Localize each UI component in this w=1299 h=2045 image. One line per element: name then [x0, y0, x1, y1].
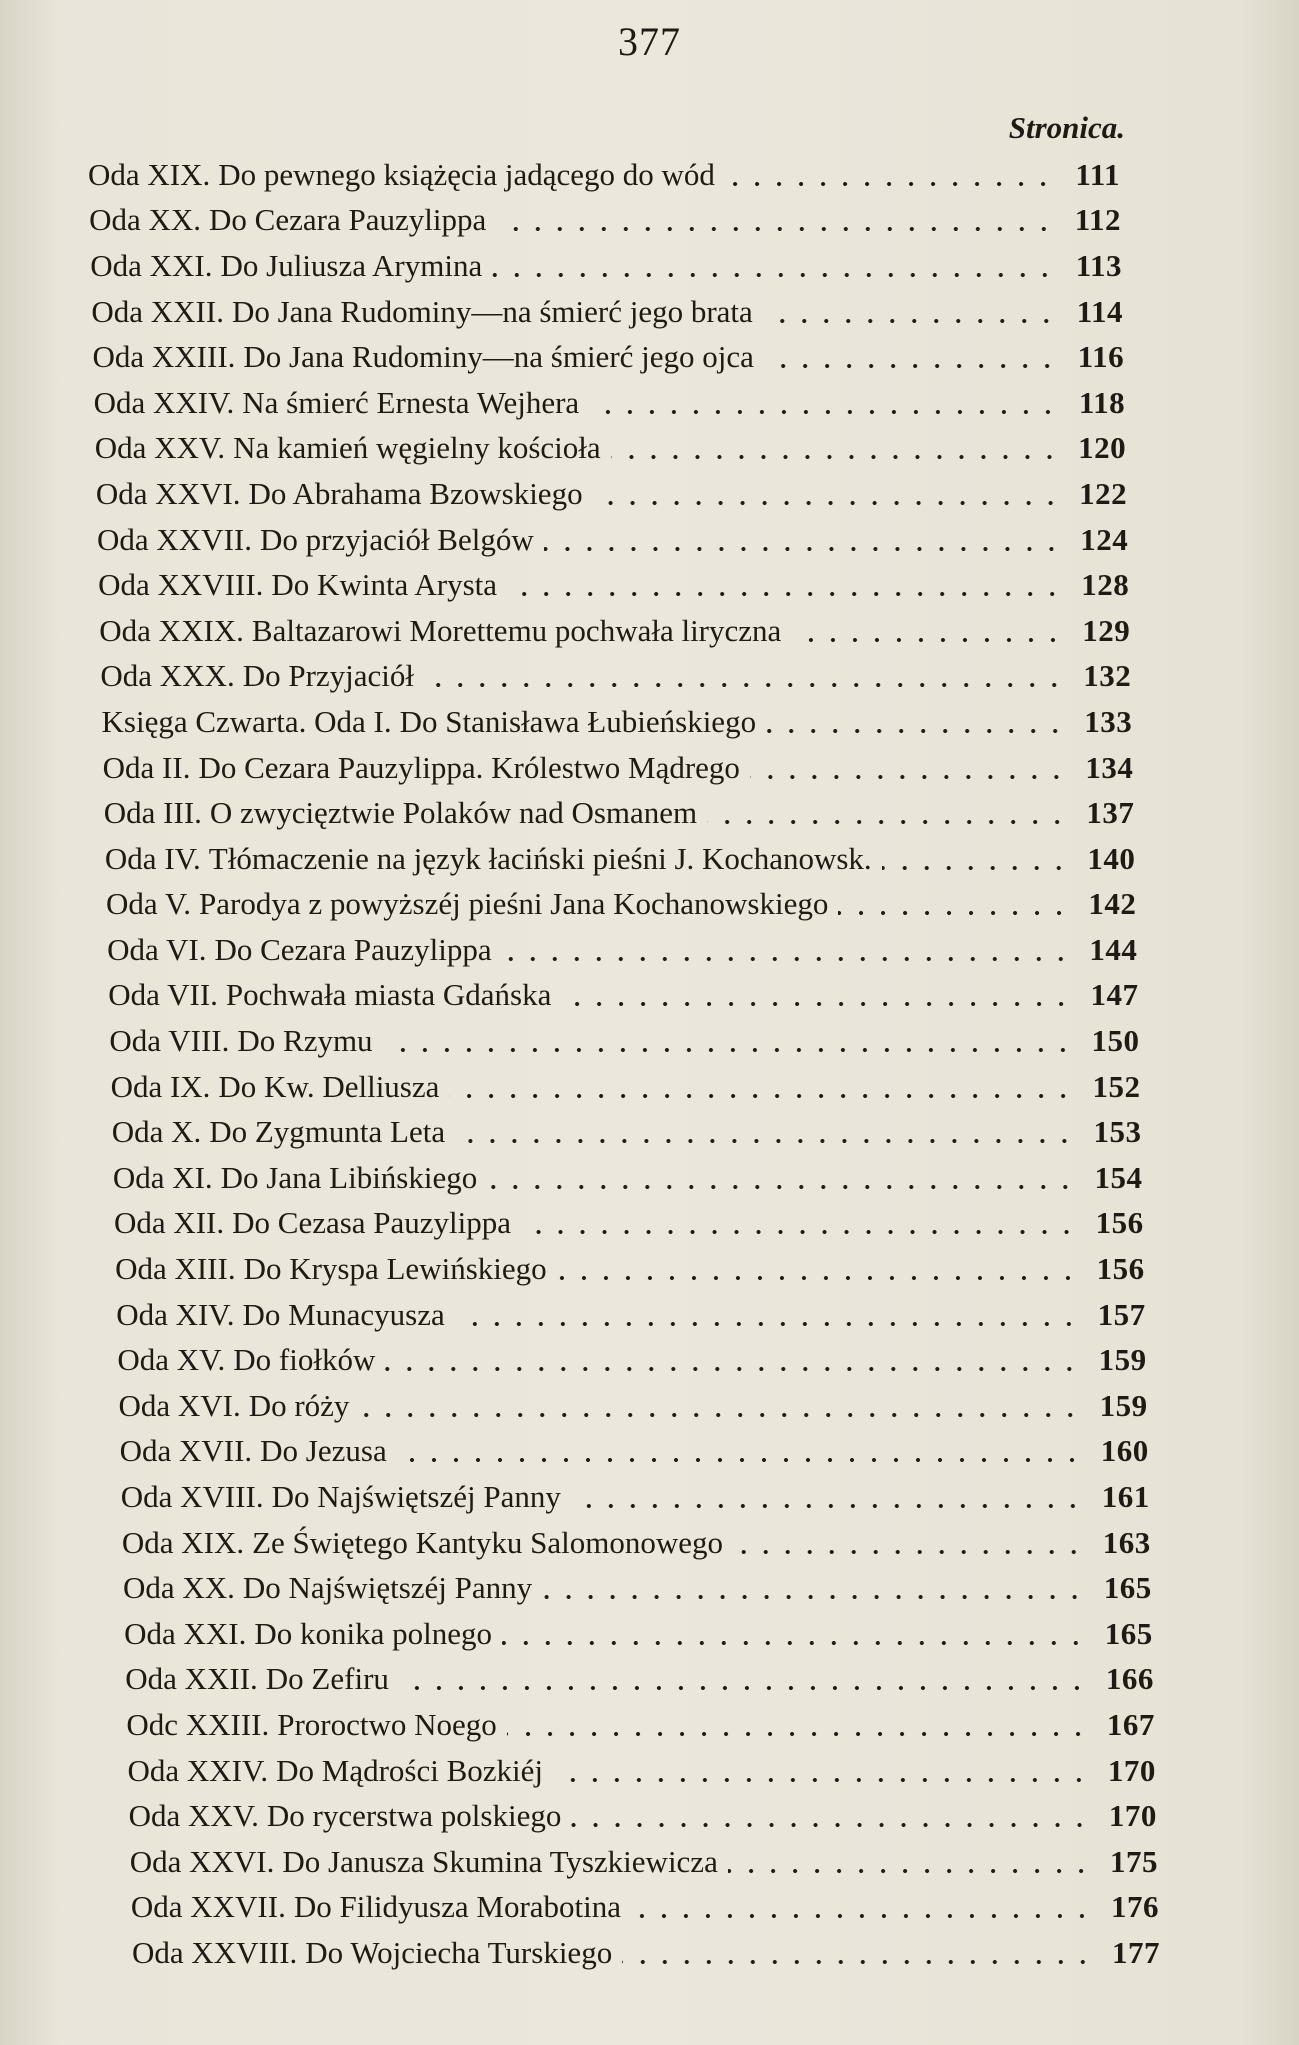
toc-entry-page: 176: [1110, 1889, 1159, 1925]
dot-leader: [838, 911, 1070, 915]
toc-entry-title: Do róży: [248, 1387, 350, 1423]
toc-entry: [105, 836, 1135, 882]
toc-entry: [91, 289, 1123, 335]
toc-entry-page: 114: [1076, 293, 1124, 329]
toc-entry-page: 159: [1098, 1342, 1147, 1378]
toc-entry-page: 165: [1104, 1615, 1153, 1651]
toc-entry: [111, 1064, 1141, 1110]
toc-entry: [120, 1429, 1149, 1475]
toc-entry-label: Oda XVII.: [119, 1433, 253, 1469]
toc-entry: [125, 1657, 1154, 1703]
toc-entry-title: Do Rzymu: [237, 1023, 373, 1059]
toc-entry-label: Oda XX.: [89, 202, 202, 238]
toc-entry: [89, 198, 1121, 244]
dot-leader: [521, 1230, 1078, 1234]
toc-entry-label: Oda XXIV.: [127, 1752, 269, 1788]
toc-entry-label: Oda XXV.: [128, 1798, 259, 1834]
toc-entry-title: Do Jana Rudominy—na śmierć jego ojca: [243, 339, 754, 375]
toc-entry-label: Oda XIII.: [115, 1251, 236, 1287]
toc-entry: [130, 1839, 1158, 1885]
dot-leader: [589, 410, 1059, 414]
dot-leader: [733, 1550, 1085, 1554]
toc-entry-label: Oda XXI.: [90, 247, 213, 283]
toc-entry-page: 154: [1094, 1159, 1143, 1195]
dot-leader: [763, 319, 1057, 323]
toc-entry-page: 132: [1083, 658, 1132, 694]
toc-entry-page: 147: [1090, 977, 1139, 1013]
toc-entry-page: 134: [1085, 749, 1134, 785]
toc-entry-label: Oda XXVI.: [95, 475, 241, 511]
toc-entry-label: Oda XXIX.: [99, 612, 244, 648]
dot-leader: [542, 1595, 1086, 1599]
toc-entry: [115, 1246, 1145, 1292]
toc-entry-title: Do Cezara Pauzylippa: [214, 931, 492, 967]
toc-entry-page: 111: [1075, 156, 1120, 192]
dot-leader: [424, 683, 1065, 687]
dot-leader: [502, 957, 1072, 961]
toc-entry-label: Oda X.: [111, 1114, 202, 1150]
toc-entry-page: 170: [1108, 1798, 1157, 1834]
toc-entry-label: Oda III.: [103, 795, 202, 831]
toc-entry-title: Proroctwo Noego: [277, 1706, 497, 1742]
dot-leader: [750, 775, 1067, 779]
toc-entry-title: Do fiołków: [233, 1342, 376, 1378]
toc-entry-label: Księga Czwarta. Oda I.: [101, 703, 392, 739]
toc-entry: [123, 1565, 1152, 1611]
dot-leader: [544, 547, 1062, 551]
toc-entry-page: 161: [1101, 1479, 1150, 1515]
toc-entry-label: Oda VIII.: [109, 1023, 230, 1059]
toc-entry-page: 160: [1100, 1433, 1149, 1469]
toc-entry-page: 122: [1079, 475, 1128, 511]
toc-entry-label: Oda XVIII.: [120, 1479, 264, 1515]
toc-entry: [132, 1930, 1160, 1976]
toc-entry-title: Do Przyjaciół: [242, 658, 415, 694]
toc-entry-page: 133: [1084, 703, 1133, 739]
toc-entry-page: 157: [1097, 1296, 1146, 1332]
toc-entry-page: 120: [1078, 430, 1127, 466]
dot-leader: [359, 1413, 1081, 1417]
dot-leader: [507, 592, 1063, 596]
toc-entry: [99, 608, 1130, 654]
toc-entry-label: Oda VI.: [107, 931, 207, 967]
toc-entry-label: Oda XXVIII.: [132, 1934, 298, 1970]
toc-entry-label: Oda XXI.: [124, 1615, 247, 1651]
toc-entry-title: Do pewnego książęcia jadącego do wód: [218, 156, 715, 192]
dot-leader: [766, 729, 1066, 733]
toc-entry-title: Baltazarowi Morettemu pochwała liryczna: [251, 612, 782, 648]
dot-leader: [496, 227, 1055, 231]
toc-entry-title: Do rycerstwa polskiego: [266, 1798, 562, 1834]
toc-entry: [96, 471, 1127, 517]
toc-entry: [121, 1474, 1150, 1520]
toc-entry: [93, 334, 1125, 380]
toc-entry-label: Oda XXVII.: [130, 1889, 286, 1925]
dot-leader: [553, 1778, 1090, 1782]
toc-entry-label: Oda XXV.: [94, 430, 226, 466]
toc-entry-title: Do Zygmunta Leta: [209, 1114, 446, 1150]
toc-entry-page: 116: [1077, 339, 1125, 375]
toc-entry-page: 118: [1078, 384, 1126, 420]
dot-leader: [492, 273, 1056, 277]
toc-entry-title: Do przyjaciół Belgów: [259, 521, 534, 557]
toc-entry: [88, 152, 1120, 198]
toc-entry: [124, 1611, 1153, 1657]
dot-leader: [385, 1367, 1080, 1371]
toc-entry-label: Oda XX.: [122, 1570, 235, 1606]
toc-entry-label: Oda II.: [102, 749, 191, 785]
toc-entry-title: Na kamień węgielny kościoła: [233, 430, 601, 466]
toc-entry-label: Oda XXII.: [125, 1661, 258, 1697]
toc-entry-title: Do Jana Libińskiego: [220, 1159, 478, 1195]
toc-entry-page: 167: [1106, 1706, 1155, 1742]
toc-entry-label: Oda XIX.: [121, 1524, 245, 1560]
toc-entry-label: Oda XVI.: [118, 1387, 241, 1423]
toc-entry: [112, 1109, 1142, 1155]
toc-entry-label: Oda IV.: [104, 840, 201, 876]
toc-entry-page: 140: [1087, 840, 1136, 876]
toc-entry-page: 137: [1086, 795, 1135, 831]
dot-leader: [728, 1869, 1092, 1873]
toc-entry-title: Do Najświętszéj Panny: [242, 1570, 533, 1606]
toc-entry-page: 177: [1112, 1934, 1160, 1970]
dot-leader: [487, 1185, 1076, 1189]
toc-entry: [98, 562, 1129, 608]
toc-entry-title: Do Najświętszéj Panny: [271, 1479, 561, 1515]
toc-entry-label: Oda XXII.: [91, 293, 224, 329]
toc-entry-title: Do Cezara Pauzylippa. Królestwo Mądrego: [198, 749, 740, 785]
dot-leader: [449, 1094, 1074, 1098]
toc-entry-title: O zwycięztwie Polaków nad Osmanem: [209, 795, 698, 831]
toc-entry: [109, 1018, 1139, 1064]
toc-entry-label: Oda XXX.: [100, 658, 235, 694]
toc-entry-label: Oda XXIII.: [92, 339, 236, 375]
toc-entry-title: Pochwała miasta Gdańska: [225, 977, 552, 1013]
toc-entry-title: Parodya z powyższéj pieśni Jana Kochanowskiego: [199, 886, 829, 922]
toc-entry-label: Oda XIV.: [116, 1296, 235, 1332]
dot-leader: [557, 1276, 1079, 1280]
toc-entry-page: 142: [1088, 886, 1137, 922]
dot-leader: [631, 1914, 1093, 1918]
dot-leader: [502, 1641, 1087, 1645]
toc-entry: [116, 1292, 1145, 1338]
toc-entry-title: Do Munacyusza: [242, 1296, 445, 1332]
toc-entry-title: Do Cezara Pauzylippa: [209, 202, 487, 238]
toc-entry-page: 153: [1093, 1114, 1142, 1150]
dot-leader: [622, 1960, 1094, 1964]
dot-leader: [764, 364, 1058, 368]
page-number: 377: [618, 19, 681, 64]
dot-leader: [571, 1823, 1091, 1827]
toc-entry-title: Do Jezusa: [260, 1433, 387, 1469]
dot-leader: [707, 820, 1068, 824]
toc-entry-label: Oda IX.: [110, 1068, 211, 1104]
toc-entry-title: Do konika polnego: [254, 1615, 492, 1651]
toc-entry-page: 170: [1107, 1752, 1156, 1788]
toc-entry-label: Oda XXVII.: [97, 521, 252, 557]
toc-entry-page: 175: [1109, 1843, 1158, 1879]
toc-entry-page: 163: [1102, 1524, 1151, 1560]
toc-entry-page: 156: [1095, 1205, 1144, 1241]
dot-leader: [455, 1322, 1080, 1326]
toc-entry: [103, 745, 1134, 791]
toc-entry-page: 165: [1103, 1570, 1152, 1606]
toc-entry-label: Oda VII.: [108, 977, 218, 1013]
toc-entry-label: Oda XXVI.: [129, 1843, 275, 1879]
dot-leader: [882, 866, 1070, 870]
toc-entry-title: Do Mądrości Bozkiéj: [276, 1752, 544, 1788]
toc-entry-title: Do Abrahama Bzowskiego: [248, 475, 583, 511]
toc-entry-page: 156: [1096, 1251, 1145, 1287]
toc-entry: [129, 1793, 1157, 1839]
toc-entry-label: Oda XV.: [117, 1342, 226, 1378]
toc-entry-page: 124: [1080, 521, 1129, 557]
toc-entry: [131, 1885, 1159, 1931]
toc-entry-label: Oda XIX.: [88, 156, 211, 192]
toc-entry: [117, 1337, 1146, 1383]
toc-entry: [100, 654, 1131, 700]
toc-entry-page: 128: [1081, 567, 1130, 603]
toc-entry-label: Oda XXVIII.: [98, 567, 264, 603]
toc-entry-title: Do Juliusza Arymina: [220, 247, 483, 283]
dot-leader: [571, 1504, 1084, 1508]
column-header: Stronica.: [1008, 110, 1125, 145]
toc-entry-label: Oda XII.: [113, 1205, 225, 1241]
toc-entry: [127, 1748, 1155, 1794]
toc-entry-page: 112: [1074, 202, 1122, 238]
toc-entry: [122, 1520, 1151, 1566]
toc-entry-title: Do Jana Rudominy—na śmierć jego brata: [231, 293, 753, 329]
toc-entry-title: Do Cezasa Pauzylippa: [232, 1205, 512, 1241]
toc-entry: [126, 1702, 1155, 1748]
dot-leader: [725, 182, 1054, 186]
toc-entry-page: 152: [1092, 1068, 1141, 1104]
dot-leader: [455, 1139, 1075, 1143]
toc-entry: [113, 1155, 1143, 1201]
toc-entry-page: 144: [1089, 931, 1138, 967]
dot-leader: [383, 1048, 1074, 1052]
toc-entry: [102, 699, 1133, 745]
toc-entry-page: 113: [1075, 247, 1123, 283]
toc-entry: [107, 927, 1137, 973]
toc-entry: [108, 973, 1138, 1019]
toc-entry-page: 166: [1105, 1661, 1154, 1697]
toc-entry-label: Oda XXIV.: [93, 384, 235, 420]
dot-leader: [561, 1002, 1072, 1006]
toc-entry-title: Do Wojciecha Turskiego: [305, 1934, 613, 1970]
toc-entry: [95, 426, 1126, 472]
table-of-contents: [0, 152, 1299, 1976]
toc-entry-page: 129: [1082, 612, 1131, 648]
dot-leader: [507, 1732, 1089, 1736]
toc-entry-title: Tłómaczenie na język łaciński pieśni J. Kochanowsk.: [208, 840, 872, 876]
toc-entry-page: 159: [1099, 1387, 1148, 1423]
toc-entry-title: Do Janusza Skumina Tyszkiewicza: [282, 1843, 718, 1879]
toc-entry: [106, 882, 1136, 928]
toc-entry-label: Odc XXIII.: [126, 1706, 270, 1742]
toc-entry-title: Do Kw. Delliusza: [218, 1068, 440, 1104]
dot-leader: [399, 1686, 1088, 1690]
toc-entry: [90, 243, 1122, 289]
toc-entry-title: Do Filidyusza Morabotina: [293, 1889, 622, 1925]
toc-entry-title: Na śmierć Ernesta Wejhera: [242, 384, 580, 420]
toc-entry: [97, 517, 1128, 563]
toc-entry-title: Do Zefiru: [265, 1661, 389, 1697]
toc-entry: [114, 1201, 1144, 1247]
toc-entry-title: Do Stanisława Łubieńskiego: [399, 703, 757, 739]
toc-entry-title: Do Kwinta Arysta: [271, 567, 498, 603]
toc-entry-title: Ze Świętego Kantyku Salomonowego: [252, 1524, 724, 1560]
dot-leader: [611, 455, 1060, 459]
toc-entry-title: Do Kryspa Lewińskiego: [243, 1251, 547, 1287]
toc-entry: [94, 380, 1125, 426]
dot-leader: [593, 501, 1062, 505]
toc-entry: [104, 790, 1135, 836]
dot-leader: [791, 638, 1064, 642]
toc-entry-label: Oda V.: [106, 886, 192, 922]
toc-entry-page: 150: [1091, 1023, 1140, 1059]
toc-entry-label: Oda XI.: [112, 1159, 213, 1195]
toc-entry: [118, 1383, 1147, 1429]
dot-leader: [397, 1458, 1083, 1462]
